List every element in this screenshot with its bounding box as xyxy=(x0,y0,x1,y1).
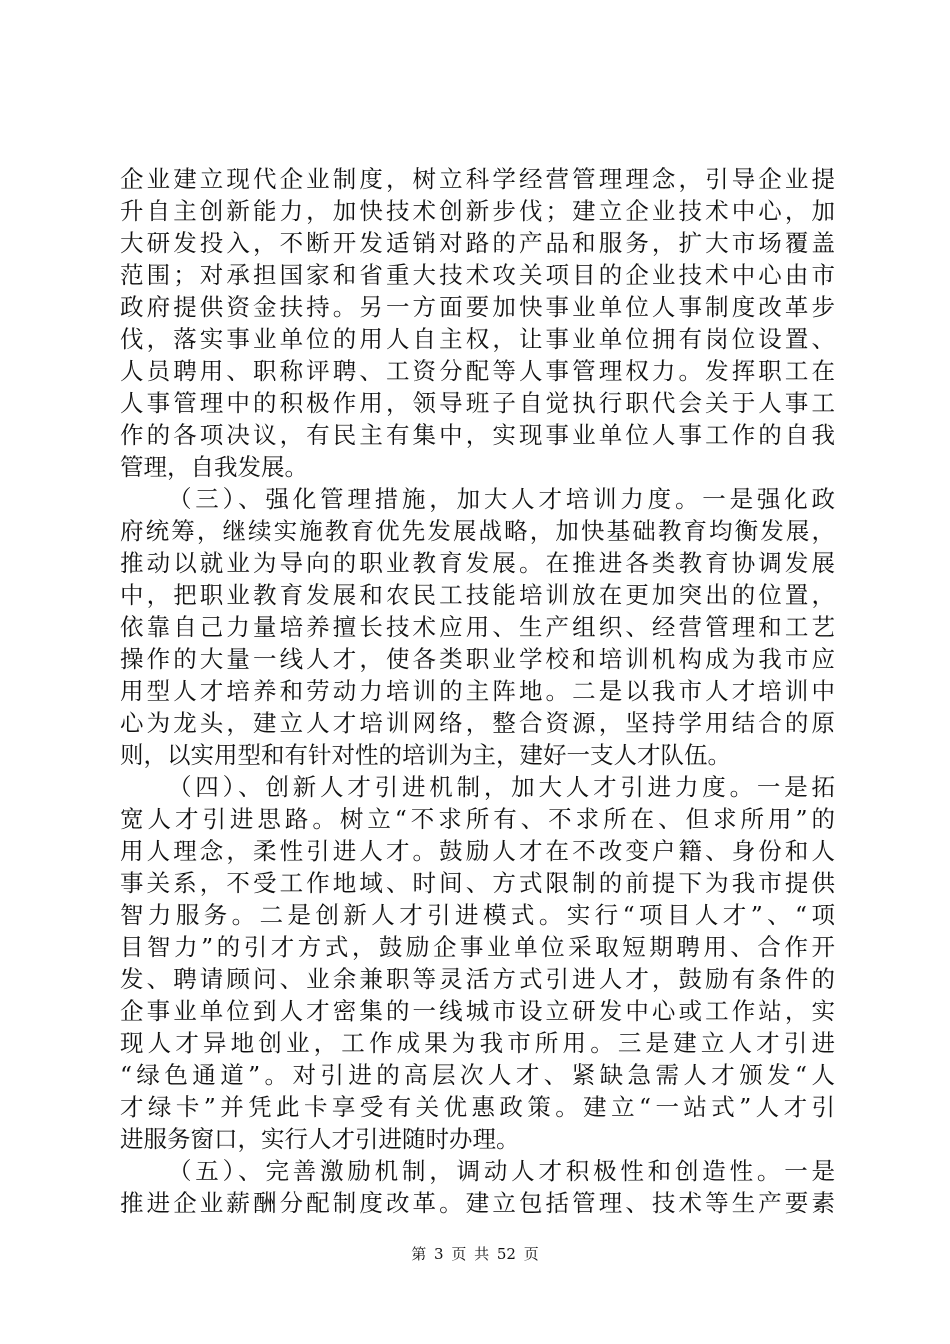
text-line: 企业建立现代企业制度，树立科学经营管理理念，引导企业提 xyxy=(120,165,835,193)
text-line: （五）、完善激励机制，调动人才积极性和创造性。一是 xyxy=(168,1157,835,1185)
text-line: 管理，自我发展。 xyxy=(120,453,308,481)
text-line: 才绿卡”并凭此卡享受有关优惠政策。建立“一站式”人才引 xyxy=(120,1093,835,1121)
text-line: 政府提供资金扶持。另一方面要加快事业单位人事制度改革步 xyxy=(120,293,835,321)
text-line: 发、聘请顾问、业余兼职等灵活方式引进人才，鼓励有条件的 xyxy=(120,965,835,993)
text-line: 中，把职业教育发展和农民工技能培训放在更加突出的位置， xyxy=(120,581,835,609)
text-line: 推动以就业为导向的职业教育发展。在推进各类教育协调发展 xyxy=(120,549,835,577)
text-line: 大研发投入，不断开发适销对路的产品和服务，扩大市场覆盖 xyxy=(120,229,835,257)
text-line: 宽人才引进思路。树立“不求所有、不求所在、但求所用”的 xyxy=(120,805,835,833)
text-line: 目智力”的引才方式，鼓励企事业单位采取短期聘用、合作开 xyxy=(120,933,835,961)
text-line: 智力服务。二是创新人才引进模式。实行“项目人才”、“项 xyxy=(120,901,835,929)
text-line: 心为龙头，建立人才培训网络，整合资源，坚持学用结合的原 xyxy=(120,709,835,737)
text-line: 用型人才培养和劳动力培训的主阵地。二是以我市人才培训中 xyxy=(120,677,835,705)
text-line: 府统筹，继续实施教育优先发展战略，加快基础教育均衡发展， xyxy=(120,517,835,545)
text-line: 人事管理中的积极作用，领导班子自觉执行职代会关于人事工 xyxy=(120,389,835,417)
text-line: 用人理念，柔性引进人才。鼓励人才在不改变户籍、身份和人 xyxy=(120,837,835,865)
text-line: （三）、强化管理措施，加大人才培训力度。一是强化政 xyxy=(168,485,835,513)
text-line: 范围；对承担国家和省重大技术攻关项目的企业技术中心由市 xyxy=(120,261,835,289)
text-line: 进服务窗口，实行人才引进随时办理。 xyxy=(120,1125,520,1153)
text-line: 则，以实用型和有针对性的培训为主，建好一支人才队伍。 xyxy=(120,741,731,769)
text-line: 事关系，不受工作地域、时间、方式限制的前提下为我市提供 xyxy=(120,869,835,897)
text-line: 人员聘用、职称评聘、工资分配等人事管理权力。发挥职工在 xyxy=(120,357,835,385)
text-line: 推进企业薪酬分配制度改革。建立包括管理、技术等生产要素 xyxy=(120,1189,835,1217)
body-text xyxy=(120,163,835,1219)
text-line: 现人才异地创业，工作成果为我市所用。三是建立人才引进 xyxy=(120,1029,835,1057)
text-line: （四）、创新人才引进机制，加大人才引进力度。一是拓 xyxy=(168,773,835,801)
text-line: 作的各项决议，有民主有集中，实现事业单位人事工作的自我 xyxy=(120,421,835,449)
text-line: 依靠自己力量培养擅长技术应用、生产组织、经营管理和工艺 xyxy=(120,613,835,641)
page-footer: 第 3 页 共 52 页 xyxy=(411,1245,539,1263)
text-line: “绿色通道”。对引进的高层次人才、紧缺急需人才颁发“人 xyxy=(120,1061,835,1089)
text-line: 伐，落实事业单位的用人自主权，让事业单位拥有岗位设置、 xyxy=(120,325,835,353)
text-line: 升自主创新能力，加快技术创新步伐；建立企业技术中心，加 xyxy=(120,197,835,225)
text-line: 企事业单位到人才密集的一线城市设立研发中心或工作站，实 xyxy=(120,997,835,1025)
text-line: 操作的大量一线人才，使各类职业学校和培训机构成为我市应 xyxy=(120,645,835,673)
